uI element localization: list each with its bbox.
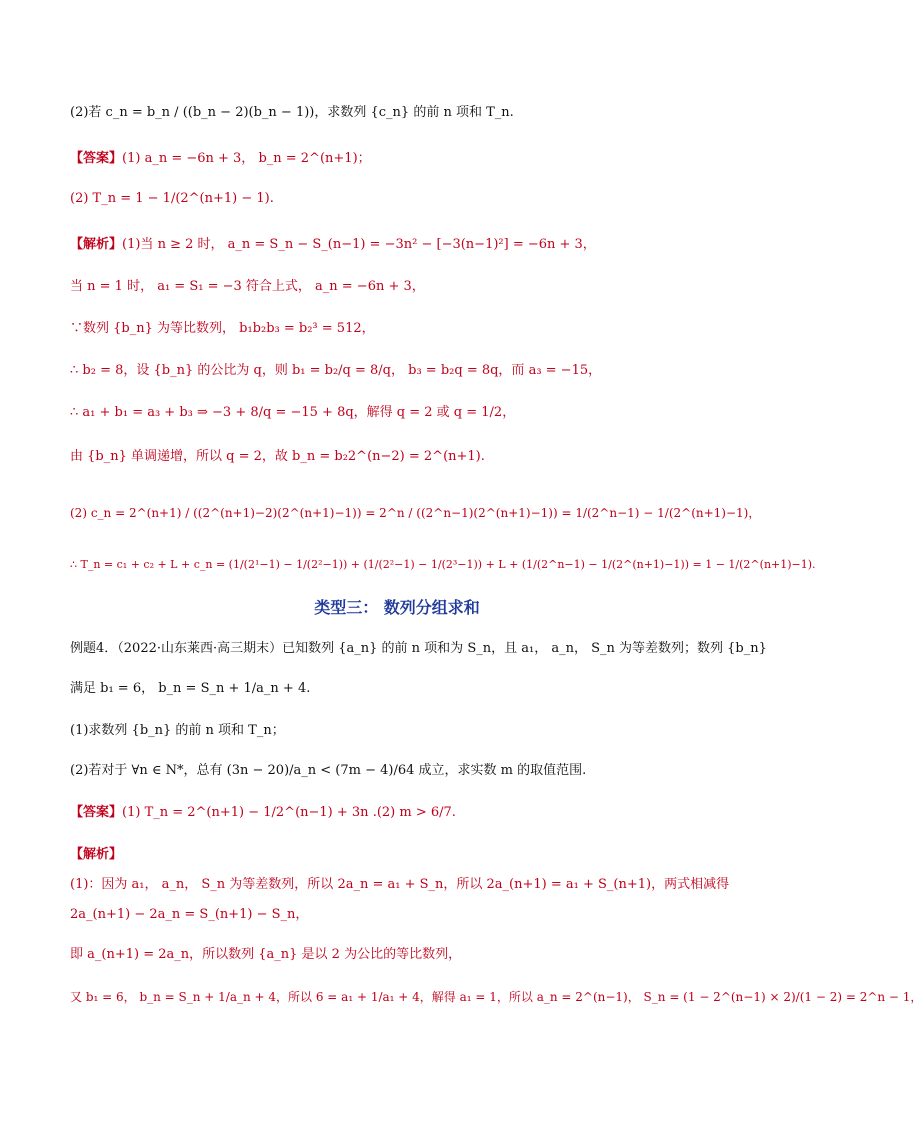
example-4-statement: 例题4．（2022·山东莱西·高三期末）已知数列 {a_n} 的前 n 项和为 S_n，且 a₁， a_n， S_n 为等差数列；数列 {b_n} — [70, 641, 767, 656]
solution-step-4: ∴ a₁ + b₁ = a₃ + b₃ ⇒ −3 + 8/q = −15 + 8q，解得 q = 2 或 q = 1/2， — [70, 405, 516, 420]
analysis-line — [70, 236, 596, 254]
solution-step-7: ∴ T_n = c₁ + c₂ + L + c_n = (1/(2¹−1) − 1/(2²−1)) + (1/(2²−1) − 1/(2³−1)) + L + (1/(2^n−1) − 1/(2^(n+1)−1)) = 1 − 1/(2^(n+1)−1). — [70, 558, 816, 571]
solution-step-1: 当 n = 1 时， a₁ = S₁ = −3 符合上式， a_n = −6n + 3， — [70, 279, 425, 294]
example-4-answer-text: (1) T_n = 2^(n+1) − 1/2^(n−1) + 3n .(2) m > 6/7. — [122, 805, 456, 820]
answer-label: 【答案】 — [70, 151, 123, 166]
example-4-step-3: 即 a_(n+1) = 2a_n，所以数列 {a_n} 是以 2 为公比的等比数列， — [70, 947, 462, 962]
example-4-step-1: (1)：因为 a₁， a_n， S_n 为等差数列，所以 2a_n = a₁ + S_n，所以 2a_(n+1) = a₁ + S_(n+1)，两式相减得 — [70, 877, 730, 892]
example-4-condition: 满足 b₁ = 6， b_n = S_n + 1/a_n + 4. — [70, 681, 311, 696]
example-4-analysis-label: 【解析】 — [70, 847, 123, 862]
solution-step-3: ∴ b₂ = 8，设 {b_n} 的公比为 q，则 b₁ = b₂/q = 8/q， b₃ = b₂q = 8q，而 a₃ = −15， — [70, 363, 602, 378]
example-4-question-1: (1)求数列 {b_n} 的前 n 项和 T_n； — [70, 723, 285, 738]
solution-step-2: ∵数列 {b_n} 为等比数列， b₁b₂b₃ = b₂³ = 512， — [70, 321, 375, 336]
example-4-answer — [70, 804, 456, 822]
answer-line — [70, 150, 371, 168]
question-part-2: (2)若 c_n = b_n / ((b_n − 2)(b_n − 1))，求数列 {c_n} 的前 n 项和 T_n. — [70, 105, 514, 120]
example-4-answer-label: 【答案】 — [70, 805, 123, 820]
analysis-label: 【解析】 — [70, 237, 123, 252]
analysis-text: (1)当 n ≥ 2 时， a_n = S_n − S_(n−1) = −3n² − [−3(n−1)²] = −6n + 3， — [122, 237, 596, 252]
answer-part-2: (2) T_n = 1 − 1/(2^(n+1) − 1). — [70, 191, 274, 206]
section-heading: 类型三： 数列分组求和 — [314, 598, 480, 617]
example-4-question-2: (2)若对于 ∀n ∈ N*，总有 (3n − 20)/a_n < (7m − 4)/64 成立，求实数 m 的取值范围. — [70, 763, 587, 778]
answer-text: (1) a_n = −6n + 3， b_n = 2^(n+1)； — [122, 151, 371, 166]
solution-step-6: (2) c_n = 2^(n+1) / ((2^(n+1)−2)(2^(n+1)−1)) = 2^n / ((2^n−1)(2^(n+1)−1)) = 1/(2^n−1) − 1/(2^(n+1)−1)， — [70, 506, 761, 520]
example-4-step-4: 又 b₁ = 6， b_n = S_n + 1/a_n + 4，所以 6 = a₁ + 1/a₁ + 4，解得 a₁ = 1，所以 a_n = 2^(n−1)， S_n = (1 − 2^(n−1) × 2)/(1 − 2) = 2^n − 1， — [70, 990, 922, 1004]
example-4-step-2: 2a_(n+1) − 2a_n = S_(n+1) − S_n， — [70, 907, 309, 922]
solution-step-5: 由 {b_n} 单调递增，所以 q = 2，故 b_n = b₂2^(n−2) = 2^(n+1). — [70, 449, 485, 464]
